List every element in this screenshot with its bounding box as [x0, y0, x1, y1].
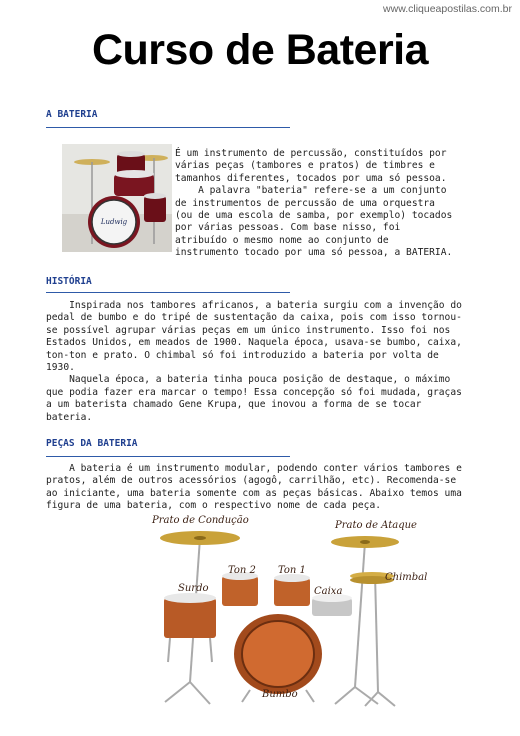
text-line: A palavra "bateria" refere-se a um conjunto	[175, 185, 447, 197]
text-line: 1930.	[46, 362, 75, 374]
drum-kit-diagram	[130, 512, 430, 708]
label-ton2: Ton 2	[228, 565, 256, 576]
site-url[interactable]: www.cliqueapostilas.com.br	[383, 3, 512, 15]
text-line: ao iniciante, uma bateria somente com as peças básicas. Abaixo temos uma	[46, 487, 462, 499]
label-bumbo: Bumbo	[262, 689, 298, 700]
text-line: (ou de uma escola de samba, por exemplo) tocados	[175, 210, 453, 222]
text-line: se possível agrupar várias peças em um único instrumento. Isso foi nos	[46, 324, 451, 336]
text-line: Inspirada nos tambores africanos, a bateria surgiu com a invenção do	[46, 300, 462, 311]
text-line: instrumento tocado por uma só pessoa, a BATERIA.	[175, 247, 453, 259]
label-surdo: Surdo	[178, 583, 209, 594]
text-line: que podia fazer era marcar o tempo! Essa concepção só foi mudada, graças	[46, 386, 462, 398]
text-line: a um baterista chamado Gene Krupa, que inovou a forma de se tocar	[46, 399, 422, 411]
label-prato-conducao: Prato de Condução	[152, 515, 249, 526]
tom-1	[274, 578, 310, 606]
text-line: tamanhos diferentes, tocados por uma só pessoa.	[175, 172, 447, 184]
text-line: ton-ton e prato. O chimbal só foi introduzido a bateria por volta de	[46, 349, 439, 361]
text-line: Naquela época, a bateria tinha pouca posição de destaque, o máximo	[46, 374, 451, 386]
text-line: várias peças (tambores e pratos) de timbres e	[175, 160, 435, 172]
label-chimbal: Chimbal	[385, 572, 428, 583]
label-prato-ataque: Prato de Ataque	[335, 520, 417, 531]
text-line: A bateria é um instrumento modular, podendo conter vários tambores e	[46, 463, 462, 474]
tom-2	[222, 576, 258, 606]
text-line: por várias pessoas. Com base nisso, foi	[175, 222, 401, 234]
text-line: de instrumentos de percussão de uma orquestra	[175, 197, 435, 209]
section-rule-historia	[46, 292, 290, 293]
text-line: pratos, além de outros acessórios (agogô, carrilhão, etc). Recomenda-se	[46, 475, 457, 487]
floor-tom	[164, 598, 216, 638]
text-line: pedal de bumbo e do tripé de sustentação da caixa, pois com isso tornou-	[46, 312, 462, 324]
section-heading-historia: HISTÓRIA	[46, 276, 92, 287]
label-ton1: Ton 1	[278, 565, 306, 576]
paragraph-pecas	[46, 463, 496, 513]
section-heading-pecas: PEÇAS DA BATERIA	[46, 438, 138, 449]
section-heading-bateria: A BATERIA	[46, 109, 98, 120]
text-line: Estados Unidos, em meados de 1900. Naquela época, usava-se bumbo, caixa,	[46, 337, 462, 349]
paragraph-historia	[46, 300, 496, 424]
page-title: Curso de Bateria	[91, 26, 429, 74]
drum-kit-photo	[62, 144, 172, 252]
paragraph-bateria	[175, 148, 475, 260]
bass-drum-logo: Ludwig	[100, 218, 128, 226]
section-rule-bateria	[46, 127, 290, 128]
text-line: atribuído o mesmo nome ao conjunto de	[175, 234, 389, 246]
label-caixa: Caixa	[314, 586, 343, 597]
text-line: figura de uma bateria, com o respectivo nome de cada peça.	[46, 500, 382, 512]
text-line: É um instrumento de percussão, constituídos por	[175, 148, 447, 159]
section-rule-pecas	[46, 456, 290, 457]
text-line: bateria.	[46, 411, 93, 423]
